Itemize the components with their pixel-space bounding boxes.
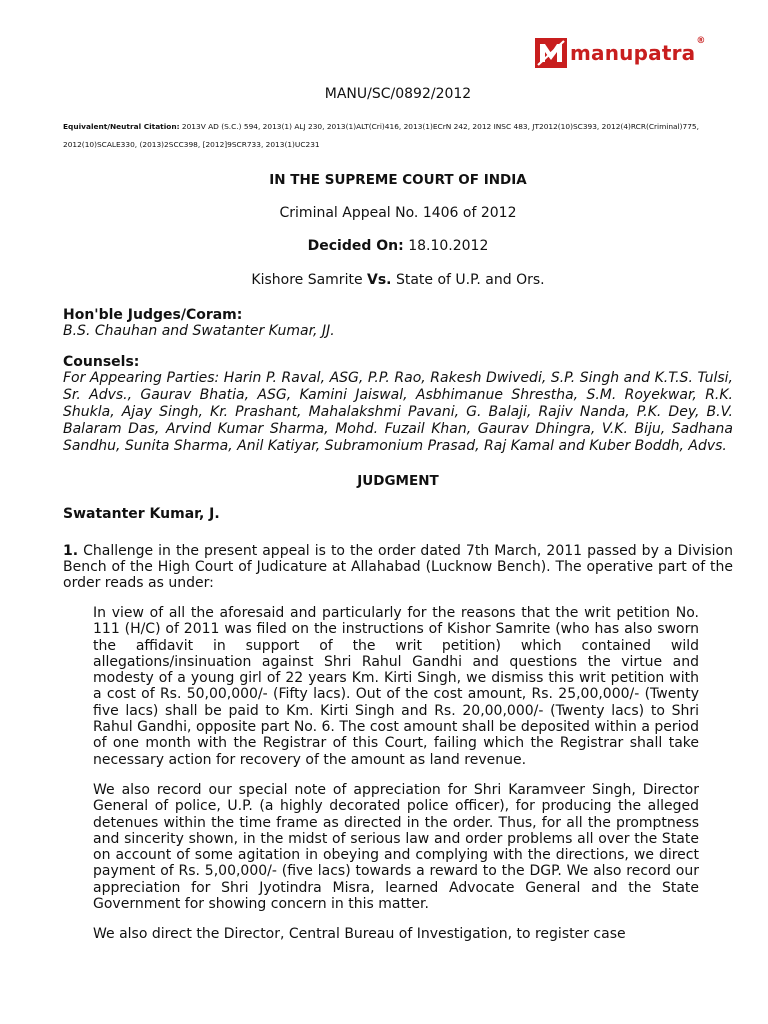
quoted-order-1: In view of all the aforesaid and particularly for the reasons that the writ petition No. 111 (H/C) of 2011 was filed on the instructions of Kishor Samrite (who has also sworn the affidavit in support of the writ petition) which contained wild allegations/insinuation against Shri Rahul Gandhi and questions the virtue and modesty of a young girl of 22 years Km. Kirti Singh, we dismiss this writ petition with a cost of Rs. 50,00,000/- (Fifty lacs). Out of the cost amount, Rs. 25,00,000/- (Twenty five lacs) shall be paid to Km. Kirti Singh and Rs. 20,00,000/- (Twenty lacs) to Shri Rahul Gandhi, opposite part No. 6. The cost amount shall be deposited within a period of one month with the Registrar of this Court, failing which the Registrar shall take necessary action for recovery of the amount as land revenue. [93,605,699,768]
case-parties [63,272,733,288]
paragraph-1 [63,543,733,591]
counsels-heading: Counsels: [63,354,140,370]
quoted-order-2: We also record our special note of appreciation for Shri Karamveer Singh, Director General of police, U.P. (a highly decorated police officer), for producing the alleged detenues within the time frame as directed in the order. Thus, for all the promptness and sincerity shown, in the midst of serious law and order problems all over the State on account of some agitation in obeying and complying with the directions, we direct payment of Rs. 5,00,000/- (five lacs) towards a reward to the DGP. We also record our appreciation for Shri Jyotindra Misra, learned Advocate General and the State Government for showing concern in this matter. [93,781,699,913]
judgment-heading: JUDGMENT [357,473,439,489]
citation-text: 2013V AD (S.C.) 594, 2013(1) ALJ 230, 2013(1)ALT(Cri)416, 2013(1)ECrN 242, 2012 INSC 483, JT2012(10)SC393, 2012(4)RCR(Criminal)775, 2012(10)SCALE330, (2013)2SCC398, [2012]9SCR733, 2013(1)UC231 [63,122,699,149]
versus: Vs. [367,272,392,288]
judges-names: B.S. Chauhan and Swatanter Kumar, JJ. [63,323,335,339]
decided-on [63,238,733,254]
counsels-text: For Appearing Parties: Harin P. Raval, ASG, P.P. Rao, Rakesh Dwivedi, S.P. Singh and K.T.S. Tulsi, Sr. Advs., Gaurav Bhatia, ASG, Kamini Jaiswal, Asbhimanue Shrestha, S.M. Royekwar, R.K. Shukla, Ajay Singh, Kr. Prashant, Mahalakshmi Pavani, G. Balaji, Rajiv Nanda, P.K. Dey, B.V. Balaram Das, Arvind Kumar Sharma, Mohd. Fuzail Khan, Gaurav Dhingra, V.K. Biju, Sadhana Sandhu, Sunita Sharma, Anil Katiyar, Subramonium Prasad, Raj Kamal and Kuber Boddh, Advs. [63,370,733,454]
document-body [63,86,733,957]
respondent: State of U.P. and Ors. [395,272,545,288]
manupatra-logo [535,38,705,68]
quoted-order-3: We also direct the Director, Central Bureau of Investigation, to register case [93,926,626,943]
logo-text: manupatra [570,41,696,65]
court-title: IN THE SUPREME COURT OF INDIA [269,172,527,188]
appeal-number: Criminal Appeal No. 1406 of 2012 [279,205,517,221]
citation-label: Equivalent/Neutral Citation: [63,122,180,131]
manu-id: MANU/SC/0892/2012 [324,86,472,102]
registered-mark: ® [696,36,706,46]
decided-label: Decided On: [307,238,404,254]
decided-date: 18.10.2012 [408,238,489,254]
manupatra-logo-icon [535,38,567,68]
paragraph-number: 1. [63,543,79,559]
judgment-author: Swatanter Kumar, J. [63,506,220,522]
judges-section [63,307,733,340]
citation-block [63,118,733,154]
petitioner: Kishore Samrite [251,272,363,288]
paragraph-text: Challenge in the present appeal is to the order dated 7th March, 2011 passed by a Division Bench of the High Court of Judicature at Allahabad (Lucknow Bench). The operative part of the order reads as under: [63,543,733,591]
counsels-section [63,354,733,455]
judges-heading: Hon'ble Judges/Coram: [63,307,243,323]
